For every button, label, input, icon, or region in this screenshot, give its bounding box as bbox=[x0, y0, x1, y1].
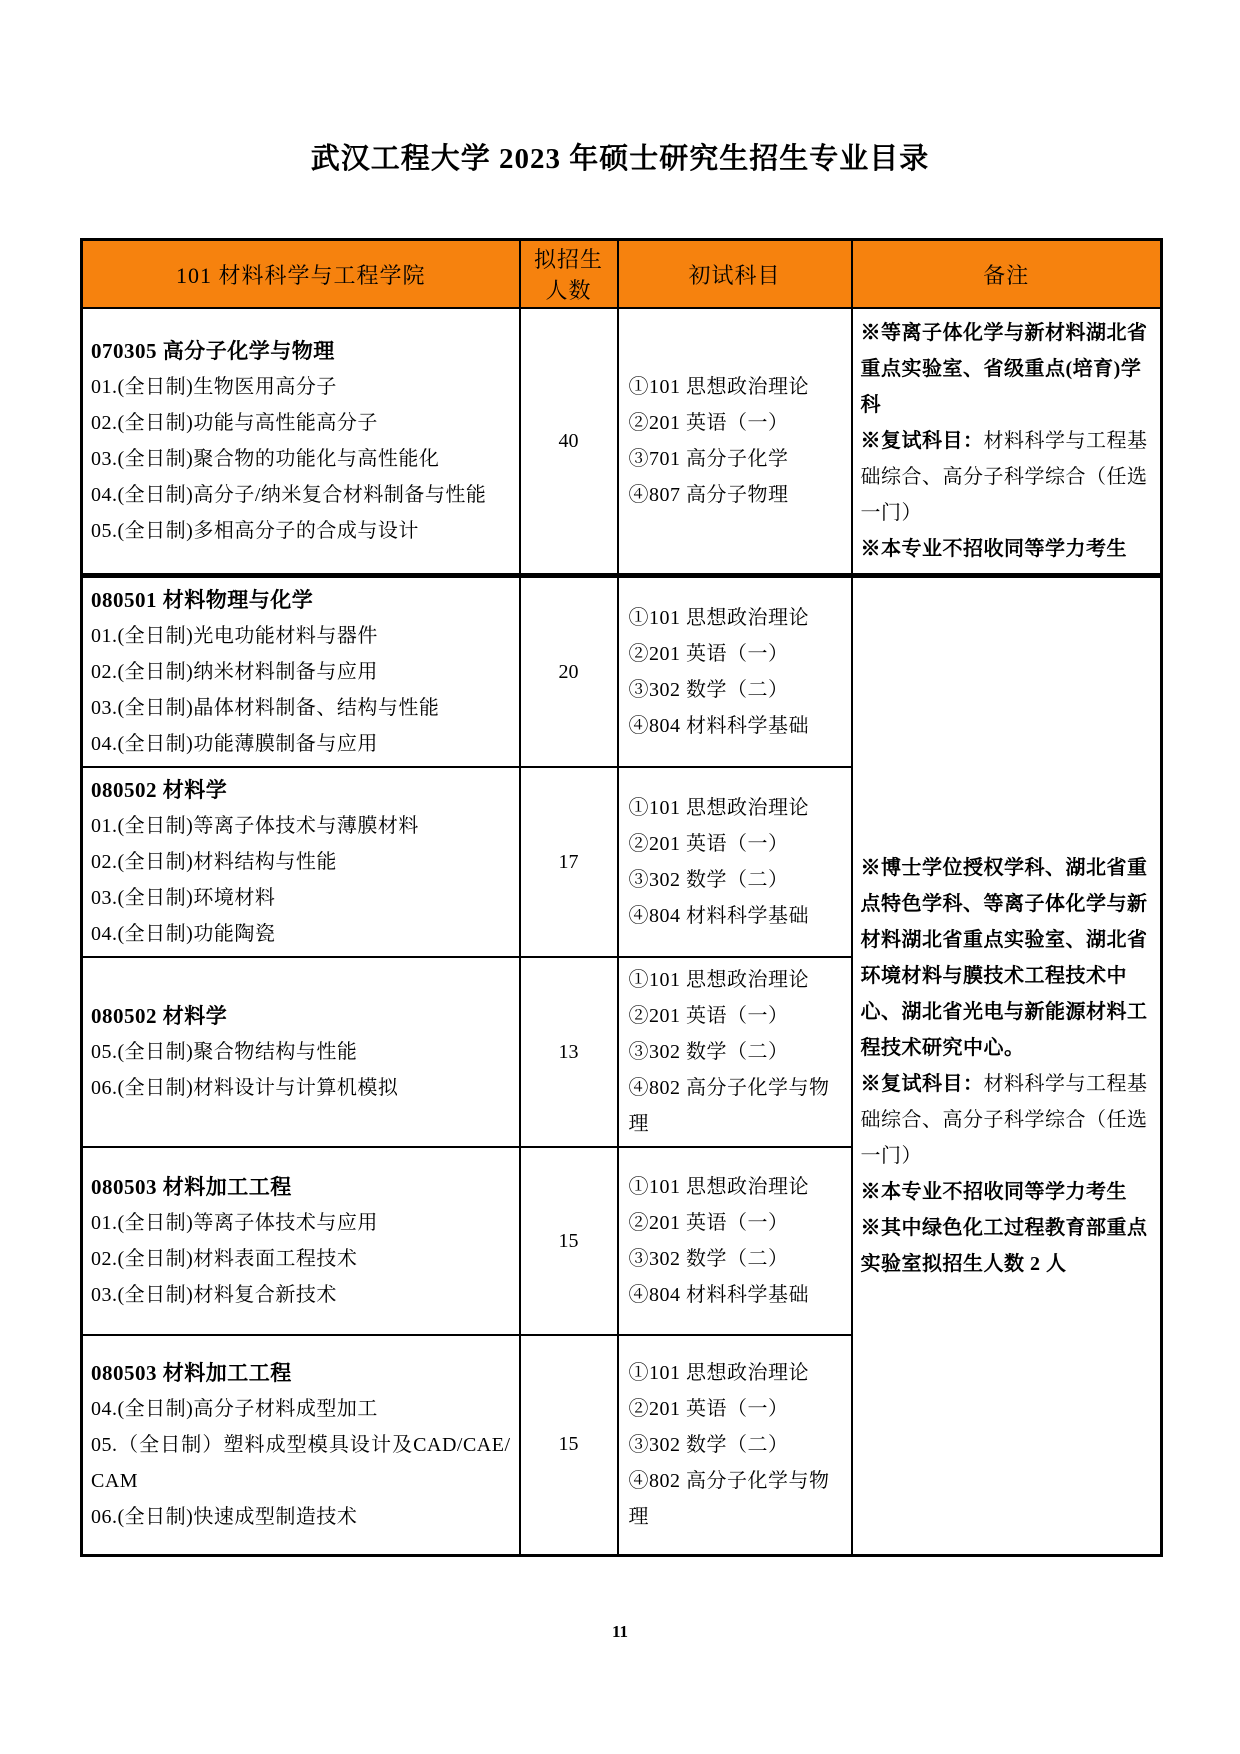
direction-item: 04.(全日制)高分子材料成型加工 bbox=[91, 1397, 378, 1420]
direction-item: 05.(全日制)多相高分子的合成与设计 bbox=[91, 520, 419, 542]
direction-item: 01.(全日制)等离子体技术与应用 bbox=[91, 1212, 378, 1234]
exam-subject-item: ③302 数学（二） bbox=[628, 679, 789, 701]
exam-subjects-cell bbox=[618, 767, 852, 957]
exam-subject-item: ④807 高分子物理 bbox=[628, 484, 789, 506]
program-cell bbox=[82, 1335, 520, 1555]
program-cell bbox=[82, 308, 520, 576]
col-header-remarks: 备注 bbox=[852, 240, 1162, 309]
col-header-college: 101 材料科学与工程学院 bbox=[82, 240, 520, 309]
exam-subject-item: ②201 英语（一） bbox=[628, 412, 789, 434]
enrollment-count: 20 bbox=[520, 576, 618, 768]
direction-item: 01.(全日制)生物医用高分子 bbox=[91, 376, 337, 398]
direction-item: 03.(全日制)环境材料 bbox=[91, 887, 276, 909]
direction-item: 03.(全日制)晶体材料制备、结构与性能 bbox=[91, 697, 440, 719]
direction-item: 06.(全日制)快速成型制造技术 bbox=[91, 1505, 358, 1528]
exam-subject-item: ④804 材料科学基础 bbox=[628, 905, 809, 927]
direction-item: 04.(全日制)高分子/纳米复合材料制备与性能 bbox=[91, 484, 487, 506]
exam-subject-item: ②201 英语（一） bbox=[628, 1212, 789, 1234]
direction-item: 06.(全日制)材料设计与计算机模拟 bbox=[91, 1077, 399, 1099]
direction-item: 01.(全日制)光电功能材料与器件 bbox=[91, 625, 378, 647]
enrollment-count: 17 bbox=[520, 767, 618, 957]
exam-subject-item: ③701 高分子化学 bbox=[628, 448, 789, 470]
exam-subject-item: ②201 英语（一） bbox=[628, 833, 789, 855]
remark-line: ※本专业不招收同等学力考生 bbox=[860, 1180, 1127, 1203]
exam-subject-item: ④804 材料科学基础 bbox=[628, 715, 809, 737]
program-title: 080502 材料学 bbox=[91, 1004, 228, 1028]
remark-line bbox=[861, 1066, 1155, 1174]
page-title: 武汉工程大学 2023 年硕士研究生招生专业目录 bbox=[310, 143, 930, 175]
enrollment-count: 15 bbox=[520, 1147, 618, 1335]
program-title: 080503 材料加工工程 bbox=[91, 1175, 292, 1199]
exam-subject-item: ①101 思想政治理论 bbox=[628, 376, 809, 398]
exam-subjects-cell bbox=[618, 1147, 852, 1335]
exam-subject-item: ③302 数学（二） bbox=[628, 1041, 789, 1063]
admissions-table bbox=[80, 238, 1163, 1557]
remark-line bbox=[861, 423, 1155, 531]
direction-item: 02.(全日制)纳米材料制备与应用 bbox=[91, 661, 378, 683]
exam-subject-item: ④804 材料科学基础 bbox=[628, 1284, 809, 1306]
direction-item: 02.(全日制)功能与高性能高分子 bbox=[91, 412, 378, 434]
exam-subject-item: ④802 高分子化学与物理 bbox=[628, 1469, 830, 1528]
direction-item: 04.(全日制)功能薄膜制备与应用 bbox=[91, 733, 378, 755]
remarks-cell bbox=[852, 308, 1162, 576]
exam-subject-item: ①101 思想政治理论 bbox=[628, 607, 809, 629]
exam-subject-item: ②201 英语（一） bbox=[628, 1397, 789, 1420]
page-number: 11 bbox=[611, 1622, 629, 1641]
exam-subjects-cell bbox=[618, 308, 852, 576]
direction-item: 02.(全日制)材料结构与性能 bbox=[91, 851, 337, 873]
enrollment-count: 15 bbox=[520, 1335, 618, 1555]
exam-subject-item: ①101 思想政治理论 bbox=[628, 969, 809, 991]
remark-line: ※本专业不招收同等学力考生 bbox=[860, 538, 1127, 560]
direction-item: 05.（全日制）塑料成型模具设计及CAD/CAE/ CAM bbox=[91, 1433, 511, 1492]
direction-item: 03.(全日制)材料复合新技术 bbox=[91, 1284, 337, 1306]
remarks-cell-merged bbox=[852, 576, 1162, 1556]
remark-text: 材料科学与工程基础综合、高分子科学综合（任选一门） bbox=[860, 430, 1148, 524]
table-header-row bbox=[82, 240, 1162, 309]
remark-line: ※其中绿色化工过程教育部重点实验室拟招生人数 2 人 bbox=[860, 1216, 1148, 1275]
remark-label: ※复试科目： bbox=[860, 1072, 984, 1095]
exam-subject-item: ②201 英语（一） bbox=[628, 643, 789, 665]
program-title: 080503 材料加工工程 bbox=[91, 1360, 292, 1385]
exam-subject-item: ①101 思想政治理论 bbox=[628, 1361, 809, 1384]
program-cell bbox=[82, 576, 520, 768]
enrollment-count: 13 bbox=[520, 957, 618, 1147]
direction-item: 04.(全日制)功能陶瓷 bbox=[91, 923, 276, 945]
col-header-enrollment: 拟招生人数 bbox=[520, 240, 618, 309]
direction-item: 02.(全日制)材料表面工程技术 bbox=[91, 1248, 358, 1270]
exam-subject-item: ③302 数学（二） bbox=[628, 1433, 789, 1456]
exam-subjects-cell bbox=[618, 576, 852, 768]
direction-item: 05.(全日制)聚合物结构与性能 bbox=[91, 1041, 358, 1063]
exam-subjects-cell bbox=[618, 1335, 852, 1555]
table-row bbox=[82, 576, 1162, 768]
remark-line: ※博士学位授权学科、湖北省重点特色学科、等离子体化学与新材料湖北省重点实验室、湖北省环境材料与膜技术工程技术中心、湖北省光电与新能源材料工程技术研究中心。 bbox=[860, 856, 1148, 1059]
exam-subject-item: ①101 思想政治理论 bbox=[628, 797, 809, 819]
exam-subjects-cell bbox=[618, 957, 852, 1147]
exam-subject-item: ②201 英语（一） bbox=[628, 1005, 789, 1027]
table-row bbox=[82, 308, 1162, 576]
remark-text: 材料科学与工程基础综合、高分子科学综合（任选一门） bbox=[860, 1072, 1148, 1167]
remark-line: ※等离子体化学与新材料湖北省重点实验室、省级重点(培育)学科 bbox=[860, 322, 1148, 416]
program-title: 080502 材料学 bbox=[91, 778, 228, 802]
exam-subject-item: ③302 数学（二） bbox=[628, 869, 789, 891]
program-cell bbox=[82, 957, 520, 1147]
program-title: 080501 材料物理与化学 bbox=[91, 588, 314, 612]
program-cell bbox=[82, 1147, 520, 1335]
col-header-subjects: 初试科目 bbox=[618, 240, 852, 309]
program-cell bbox=[82, 767, 520, 957]
exam-subject-item: ①101 思想政治理论 bbox=[628, 1176, 809, 1198]
direction-item: 03.(全日制)聚合物的功能化与高性能化 bbox=[91, 448, 440, 470]
exam-subject-item: ③302 数学（二） bbox=[628, 1248, 789, 1270]
program-title: 070305 高分子化学与物理 bbox=[91, 339, 335, 363]
exam-subject-item: ④802 高分子化学与物理 bbox=[628, 1077, 830, 1135]
remark-label: ※复试科目： bbox=[860, 430, 984, 452]
direction-item: 01.(全日制)等离子体技术与薄膜材料 bbox=[91, 815, 419, 837]
enrollment-count: 40 bbox=[520, 308, 618, 576]
